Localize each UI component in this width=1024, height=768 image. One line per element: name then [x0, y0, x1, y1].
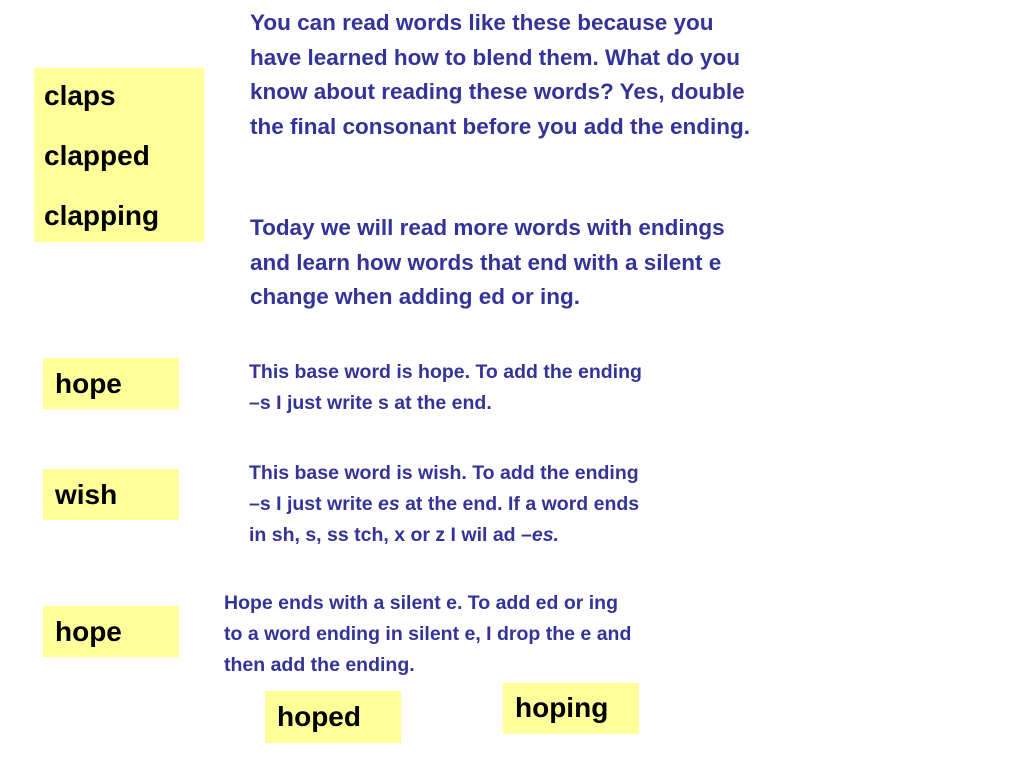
wish-es-line — [249, 520, 639, 551]
today-paragraph — [250, 211, 725, 315]
today-line: change when adding ed or ing. — [250, 284, 581, 309]
word-clapping: clapping — [44, 200, 160, 231]
wish-es-line3-text: in sh, s, ss tch, x or z I wil ad – — [249, 524, 532, 546]
intro-line: You can read words like these because you — [250, 10, 714, 35]
word-hope-silent-e: hope — [55, 616, 122, 647]
hope-s-line: This base word is hope. To add the ending — [249, 361, 642, 383]
silent-e-line: then add the ending. — [224, 654, 415, 676]
hope-s-line: –s I just write s at the end. — [249, 392, 492, 414]
intro-line: know about reading these words? Yes, double — [250, 79, 745, 104]
word-claps: claps — [44, 80, 116, 111]
word-hoping: hoping — [515, 692, 609, 723]
word-hope: hope — [55, 368, 122, 399]
silent-e-explanation — [224, 588, 631, 681]
hope-s-explanation — [249, 357, 642, 419]
word-card-hope-silent-e — [43, 606, 179, 657]
wish-es-line: This base word is wish. To add the ending — [249, 462, 639, 484]
intro-line: the final consonant before you add the ending. — [250, 113, 751, 139]
wish-es-italic-es: es — [377, 493, 400, 515]
wish-es-line — [249, 489, 639, 520]
word-card-hoped — [265, 691, 401, 743]
word-card-claps-group — [34, 68, 204, 242]
wish-es-line2-text: –s I just write — [249, 493, 378, 515]
intro-line: have learned how to blend them. What do you — [250, 44, 741, 70]
word-wish: wish — [55, 479, 118, 510]
word-card-wish — [43, 469, 179, 520]
today-line: Today we will read more words with endings — [250, 215, 725, 240]
wish-es-line2-rest: at the end. If a word ends — [399, 493, 640, 515]
silent-e-line: to a word ending in silent e, I drop the e and — [224, 623, 632, 645]
word-clapped: clapped — [44, 140, 150, 171]
today-line: and learn how words that end with a silent e — [250, 249, 722, 275]
word-hoped: hoped — [277, 701, 361, 732]
intro-paragraph — [250, 6, 750, 144]
word-card-hope-base — [43, 358, 179, 409]
word-card-hoping — [503, 683, 639, 734]
silent-e-line: Hope ends with a silent e. To add ed or ing — [224, 592, 619, 614]
wish-es-italic-es-end: es. — [531, 524, 559, 546]
wish-es-explanation — [249, 458, 639, 551]
